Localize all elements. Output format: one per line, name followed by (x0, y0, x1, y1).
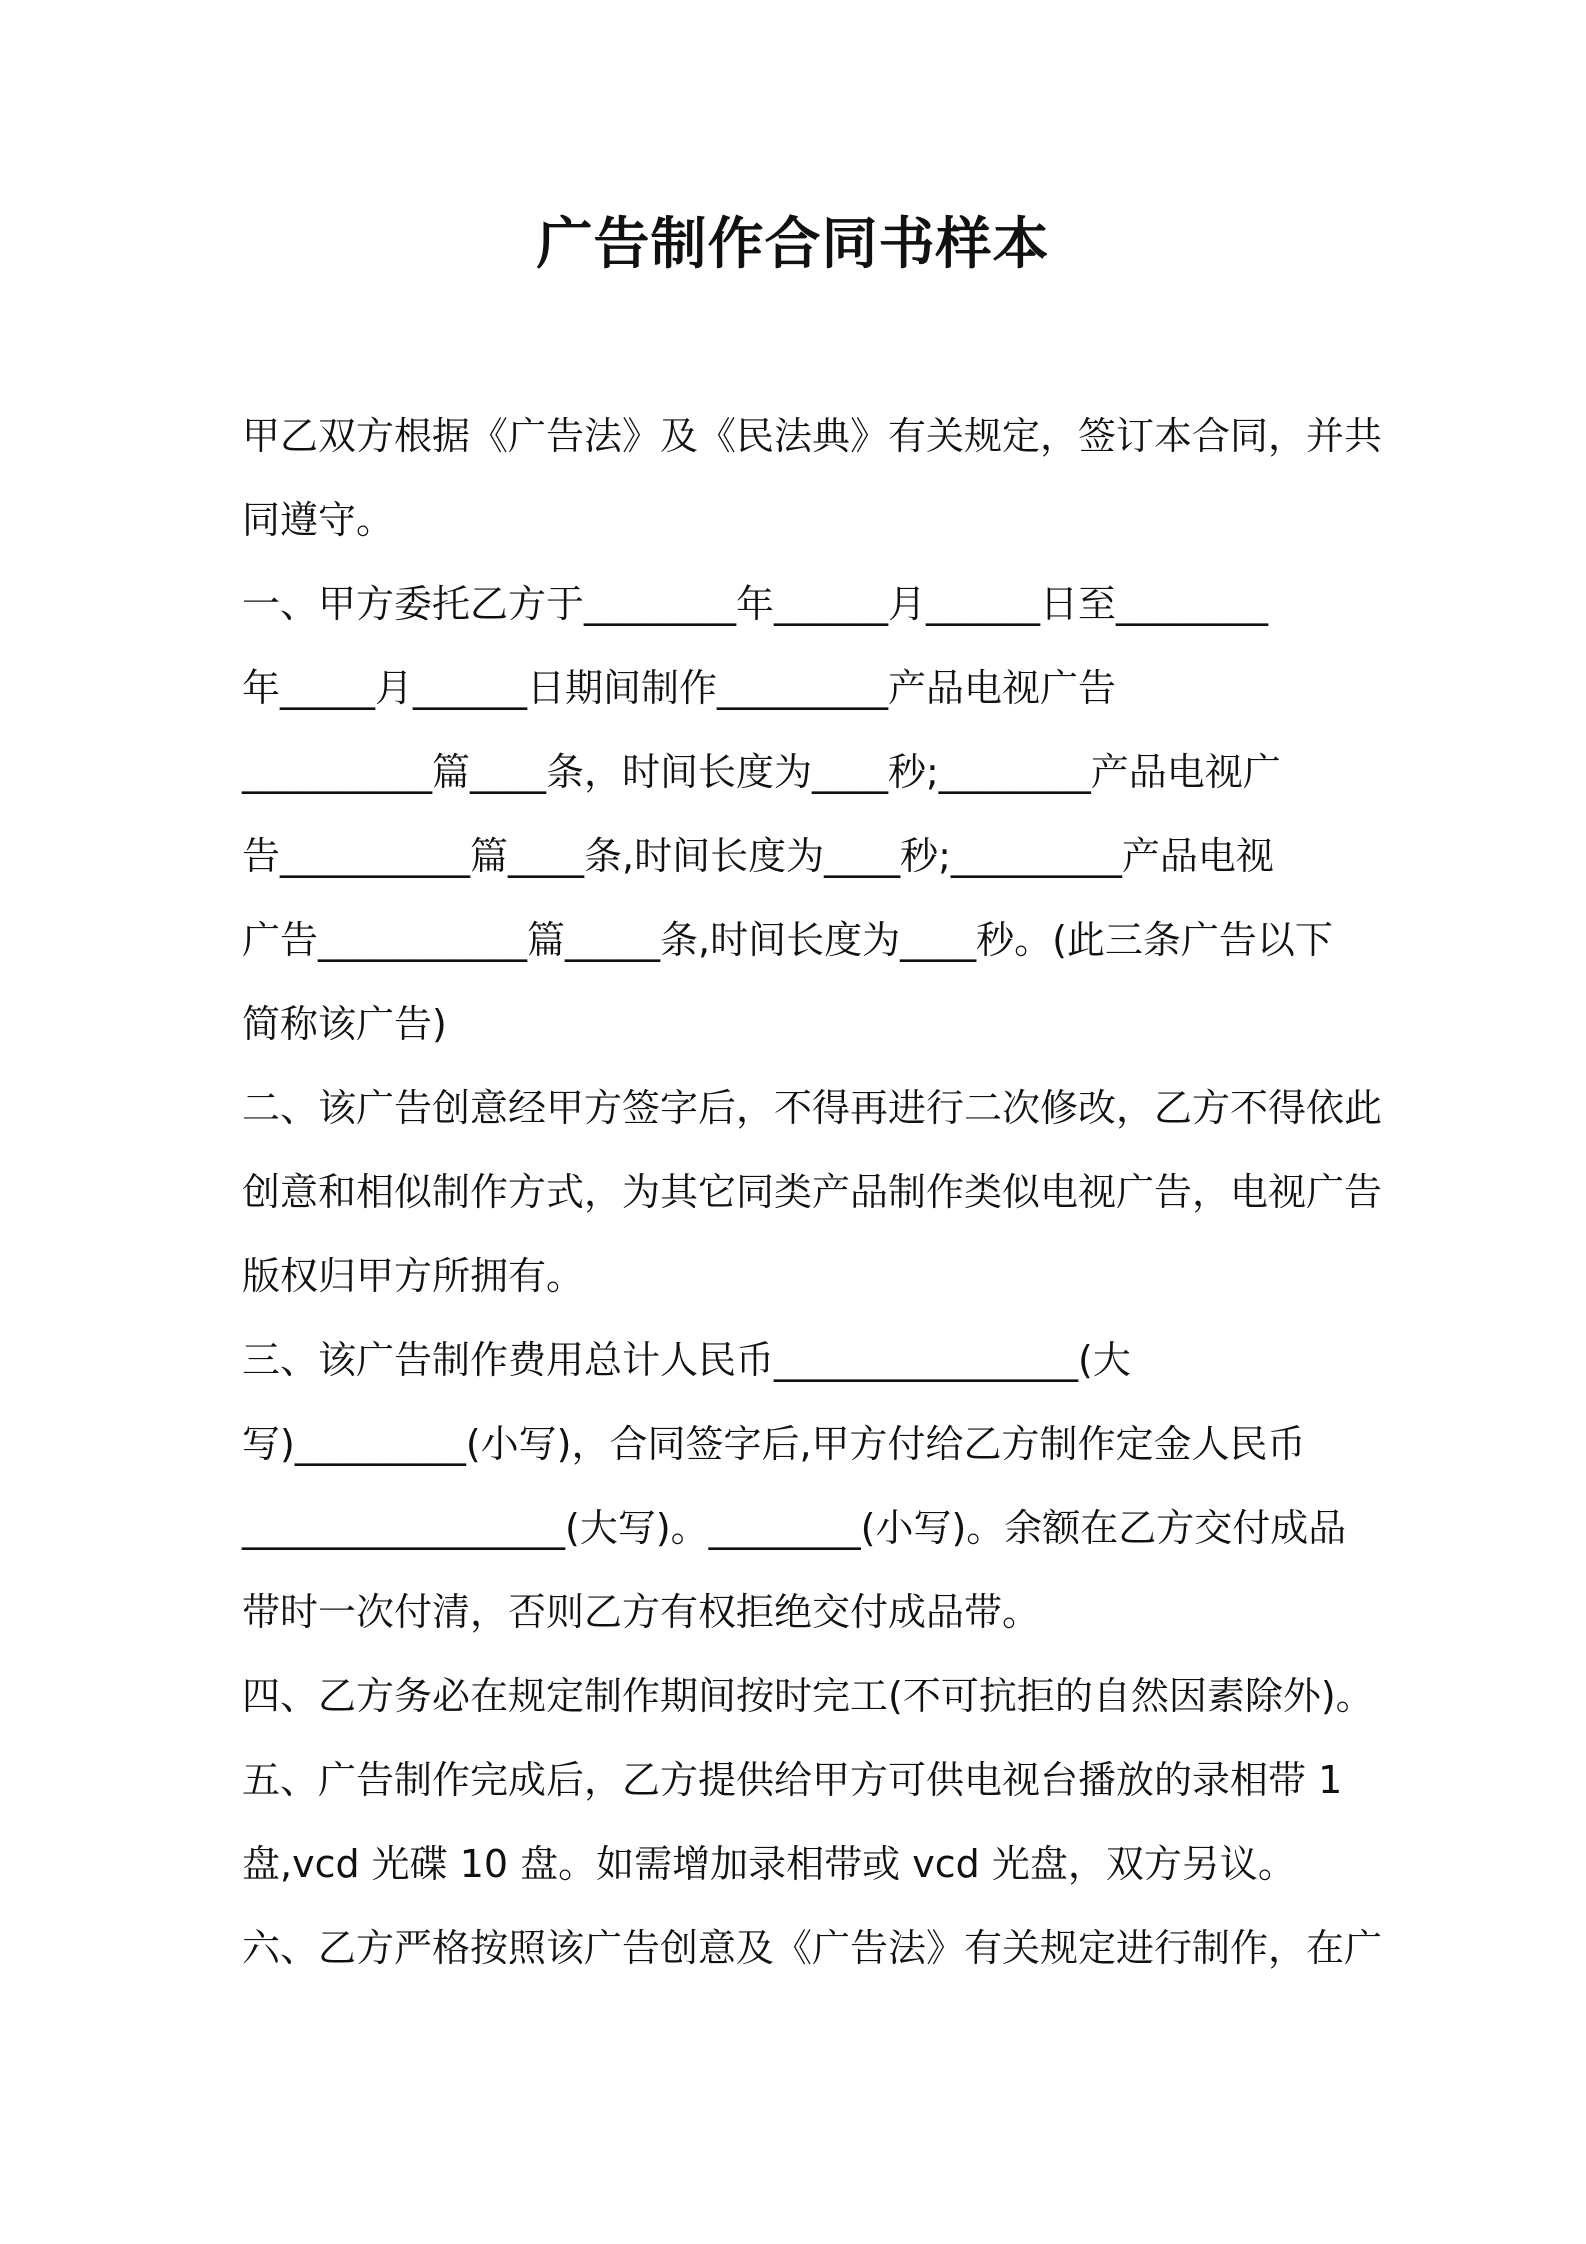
body-line-6: 告__________篇____条,时间长度为____秒;_________产品电视 (242, 834, 1274, 878)
body-line-18: 盘,vcd 光碟 10 盘。如需增加录相带或 vcd 光盘，双方另议。 (242, 1842, 1296, 1886)
body-line-13: 写)_________(小写)，合同签字后,甲方付给乙方制作定金人民币 (242, 1422, 1306, 1466)
body-line-5: __________篇____条，时间长度为____秒;________产品电视广 (242, 750, 1281, 794)
body-line-15: 带时一次付清，否则乙方有权拒绝交付成品带。 (242, 1590, 1041, 1634)
body-line-8: 简称该广告) (242, 1002, 447, 1046)
body-line-3: 一、甲方委托乙方于________年______月______日至________ (242, 582, 1269, 626)
body-line-9: 二、该广告创意经甲方签字后，不得再进行二次修改，乙方不得依此 (242, 1086, 1383, 1130)
body-line-19: 六、乙方严格按照该广告创意及《广告法》有关规定进行制作，在广 (242, 1926, 1383, 1970)
document-title: 广告制作合同书样本 (536, 212, 1050, 277)
body-line-16: 四、乙方务必在规定制作期间按时完工(不可抗拒的自然因素除外)。 (242, 1674, 1374, 1718)
body-line-2: 同遵守。 (242, 498, 395, 542)
body-line-1: 甲乙双方根据《广告法》及《民法典》有关规定，签订本合同，并共 (242, 414, 1383, 458)
body-line-4: 年_____月______日期间制作_________产品电视广告 (242, 666, 1117, 710)
body-line-7: 广告___________篇_____条,时间长度为____秒。(此三条广告以下 (242, 918, 1333, 962)
body-line-11: 版权归甲方所拥有。 (242, 1254, 585, 1298)
body-line-14: _________________(大写)。________(小写)。余额在乙方交付成品 (242, 1506, 1347, 1550)
body-line-12: 三、该广告制作费用总计人民币________________(大 (242, 1338, 1131, 1382)
body-line-17: 五、广告制作完成后，乙方提供给甲方可供电视台播放的录相带 1 (242, 1758, 1343, 1802)
body-line-10: 创意和相似制作方式，为其它同类产品制作类似电视广告，电视广告 (242, 1170, 1383, 1214)
